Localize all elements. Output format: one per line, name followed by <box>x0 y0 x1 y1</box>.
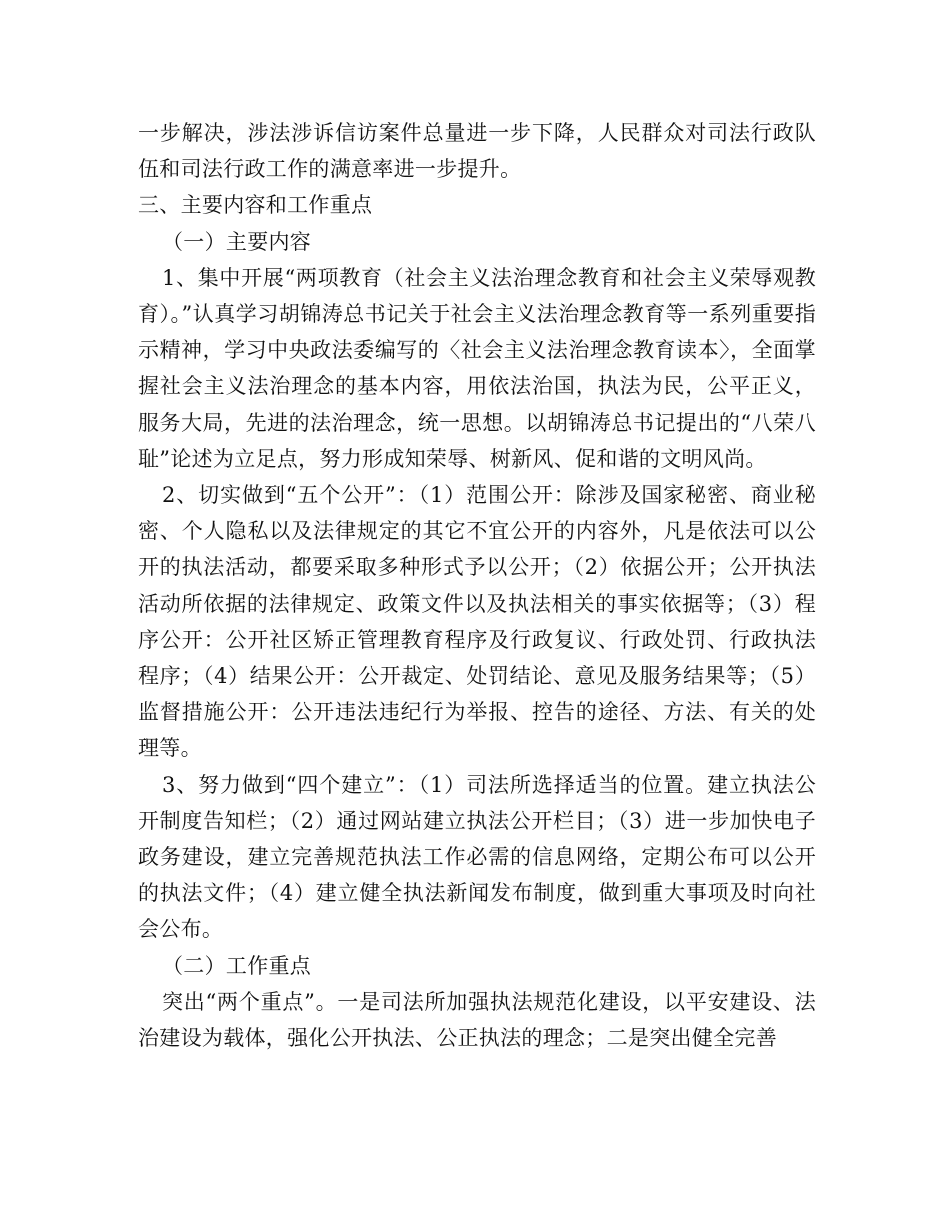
subsection-heading-work-focus: （二）工作重点 <box>162 953 312 978</box>
paragraph-four-establishments: 3、努力做到“四个建立”：（1）司法所选择适当的位置。建立执法公开制度告知栏；（2）通过网站建立执法公开栏目；（3）进一步加快电子政务建设，建立完善规范执法工作必需的信息网络，定期公布可以公开的执法文件；（4）建立健全执法新闻发布制度，做到重大事项及时向社会公布。 <box>138 772 816 942</box>
paragraph-two-educations: 1、集中开展“两项教育（社会主义法治理念教育和社会主义荣辱观教育）。”认真学习胡锦涛总书记关于社会主义法治理念教育等一系列重要指示精神，学习中央政法委编写的〈社会主义法治理念教育读本〉，全面掌握社会主义法治理念的基本内容，用依法治国，执法为民，公平正义，服务大局，先进的法治理念，统一思想。以胡锦涛总书记提出的“八荣八耻”论述为立足点，努力形成知荣辱、树新风、促和谐的文明风尚。 <box>138 265 816 471</box>
document-body <box>138 115 816 1056</box>
paragraph-two-focuses: 突出“两个重点”。一是司法所加强执法规范化建设，以平安建设、法治建设为载体，强化公开执法、公正执法的理念；二是突出健全完善 <box>138 989 816 1051</box>
paragraph-five-disclosures: 2、切实做到“五个公开”：（1）范围公开：除涉及国家秘密、商业秘密、个人隐私以及法律规定的其它不宜公开的内容外，凡是依法可以公开的执法活动，都要采取多种形式予以公开；（2）依据公开；公开执法活动所依据的法律规定、政策文件以及执法相关的事实依据等；（3）程序公开：公开社区矫正管理教育程序及行政复议、行政处罚、行政执法程序；（4）结果公开：公开裁定、处罚结论、意见及服务结果等；（5）监督措施公开：公开违法违纪行为举报、控告的途径、方法、有关的处理等。 <box>138 483 816 761</box>
subsection-heading-main-content: （一）主要内容 <box>162 229 312 254</box>
paragraph-continuation: 一步解决，涉法涉诉信访案件总量进一步下降，人民群众对司法行政队伍和司法行政工作的满意率进一步提升。 <box>138 121 816 182</box>
section-heading-main-content: 三、主要内容和工作重点 <box>138 193 373 218</box>
